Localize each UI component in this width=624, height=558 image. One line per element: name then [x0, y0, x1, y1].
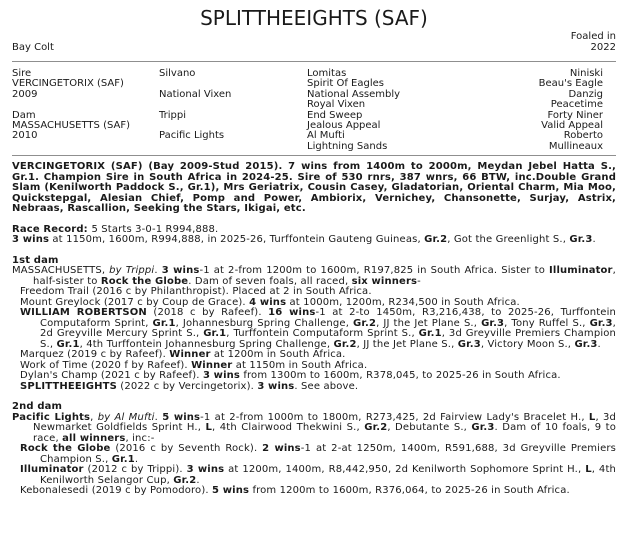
progeny-freedom-trail: Freedom Trail (2016 c by Philanthropist). Placed at 2 in South Africa. — [20, 286, 372, 298]
pedigree-cell: Forty Niner — [547, 109, 603, 121]
pedigree-cell: 2010 — [12, 130, 38, 142]
pedigree-cell: Spirit Of Eagles — [307, 78, 384, 90]
header-row — [12, 32, 616, 53]
foaled-in-label: Foaled in — [570, 31, 616, 42]
pedigree-cell: End Sweep — [307, 109, 363, 121]
pedigree-cell: Jealous Appeal — [307, 120, 381, 132]
horse-name-title: SPLITTHEEIGHTS (SAF) — [200, 6, 428, 30]
pedigree-cell: Trippi — [159, 109, 187, 121]
pedigree-cell: MASSACHUSETTS (SAF) — [12, 120, 130, 132]
dam-massachusetts: MASSACHUSETTS, by Trippi. 3 wins-1 at 2-from 1200m to 1600m, R197,825 in South Africa. Sister to Illuminator, half-sister to Rock the Globe. Dam of seven foals, all raced, six winners- — [12, 265, 616, 287]
foaled-block — [571, 32, 616, 53]
pedigree-cell: National Assembly — [307, 88, 401, 100]
pedigree-cell: Royal Vixen — [307, 99, 366, 111]
pedigree-cell: VERCINGETORIX (SAF) — [12, 78, 124, 90]
first-dam-heading: 1st dam — [12, 254, 59, 266]
progeny-work-of-time: Work of Time (2020 f by Rafeef). Winner at 1150m in South Africa. — [20, 359, 368, 371]
pedigree-cell: Lomitas — [307, 68, 347, 79]
pedigree-cell: Silvano — [159, 68, 196, 79]
race-details: 3 wins at 1150m, 1600m, R994,888, in 2025-26, Turffontein Gauteng Guineas, Gr.2, Got the Greenlight S., Gr.3. — [12, 234, 596, 246]
pedigree-table — [12, 69, 616, 152]
progeny-kebonalesedi: Kebonalesedi (2019 c by Pomodoro). 5 wins from 1200m to 1600m, R376,064, to 2025-26 in South Africa. — [20, 485, 570, 497]
progeny-marquez: Marquez (2019 c by Rafeef). Winner at 1200m in South Africa. — [20, 349, 346, 361]
progeny-splittheeights: SPLITTHEEIGHTS (2022 c by Vercingetorix). 3 wins. See above. — [20, 380, 359, 392]
pedigree-cell: Lightning Sands — [307, 140, 388, 152]
progeny-illuminator: Illuminator (2012 c by Trippi). 3 wins at 1200m, 1400m, R8,442,950, 2d Kenilworth Sophomore Sprint H., L, 4th Kenilworth Selangor Cup, Gr.2. — [20, 464, 617, 486]
pedigree-cell — [159, 142, 307, 152]
pedigree-cell: Roberto — [563, 130, 603, 142]
sire-summary: VERCINGETORIX (SAF) (Bay 2009-Stud 2015). 7 wins from 1400m to 2000m, Meydan Jebel Hatta S., Gr.1. Champion Sire in South Africa in 2024-25. Sire of 530 rnrs, 387 wnrs, 66 BTW, inc.Double Grand Slam (Kenilworth Paddock S., Gr.1), Mrs Geriatrix, Cousin Casey, Gladatorian, Oriental Charm, Mia Moo, Quickstepgal, Alesian Chief, Pomp and Power, Ambiorix, Vernichey, Chansonette, Surjay, Astrix, Nebraas, Rascallion, Seeking the Stars, Ikigai, etc. — [12, 161, 616, 215]
header-rule — [12, 61, 616, 62]
progeny-william-robertson: WILLIAM ROBERTSON (2018 c by Rafeef). 16 wins-1 at 2-to 1450m, R3,216,438, to 2025-26, Turffontein Computaform Sprint, Gr.1, Johannesburg Spring Challenge, Gr.2, JJ the Jet Plane S., Gr.3, Tony Ruffel S., Gr.3, 2d Greyville Mercury Sprint S., Gr.1, Turffontein Computaform Sprint S., Gr.1, 3d Greyville Premiers Champion S., Gr.1, 4th Turffontein Johannesburg Spring Challenge, Gr.2, JJ the Jet Plane S., Gr.3, Victory Moon S., Gr.3. — [20, 307, 617, 350]
progeny-rock-the-globe: Rock the Globe (2016 c by Seventh Rock). 2 wins-1 at 2-at 1250m, 1400m, R591,688, 3d Greyville Premiers Champion S., Gr.1. — [20, 443, 617, 465]
second-dam-heading: 2nd dam — [12, 401, 63, 413]
pedigree-cell: Beau's Eagle — [538, 78, 603, 90]
foaled-year: 2022 — [590, 41, 616, 53]
pedigree-cell: Danzig — [568, 88, 603, 100]
dam-pacific-lights: Pacific Lights, by Al Mufti. 5 wins-1 at 2-from 1000m to 1800m, R273,425, 2d Fairview Lady's Bracelet H., L, 3d Newmarket Goldfields Sprint H., L, 4th Clairwood Thekwini S., Gr.2, Debutante S., Gr.3. Dam of 10 foals, 9 to race, all winners, inc:- — [12, 411, 617, 444]
pedigree-cell: National Vixen — [159, 88, 232, 100]
pedigree-cell: Pacific Lights — [159, 130, 225, 142]
pedigree-cell: Peacetime — [550, 99, 603, 111]
pedigree-cell: Sire — [12, 68, 32, 79]
pedigree-cell: Al Mufti — [307, 130, 345, 142]
race-record: Race Record: 5 Starts 3-0-1 R994,888. — [12, 223, 219, 235]
pedigree-cell: Mullineaux — [548, 140, 603, 152]
pedigree-cell — [12, 142, 159, 152]
pedigree-rule — [12, 155, 616, 156]
progeny-dylans-champ: Dylan's Champ (2021 c by Rafeef). 3 wins from 1300m to 1600m, R378,045, to 2025-26 in South Africa. — [20, 370, 561, 382]
pedigree-cell: Dam — [12, 109, 36, 121]
color-sex-label: Bay Colt — [12, 41, 54, 53]
progeny-mount-greylock: Mount Greylock (2017 c by Coup de Grace). 4 wins at 1000m, 1200m, R234,500 in South Africa. — [20, 296, 520, 308]
pedigree-text — [12, 162, 616, 497]
pedigree-cell: Valid Appeal — [541, 120, 603, 132]
pedigree-cell: 2009 — [12, 88, 38, 100]
pedigree-cell: Niniski — [569, 68, 603, 79]
